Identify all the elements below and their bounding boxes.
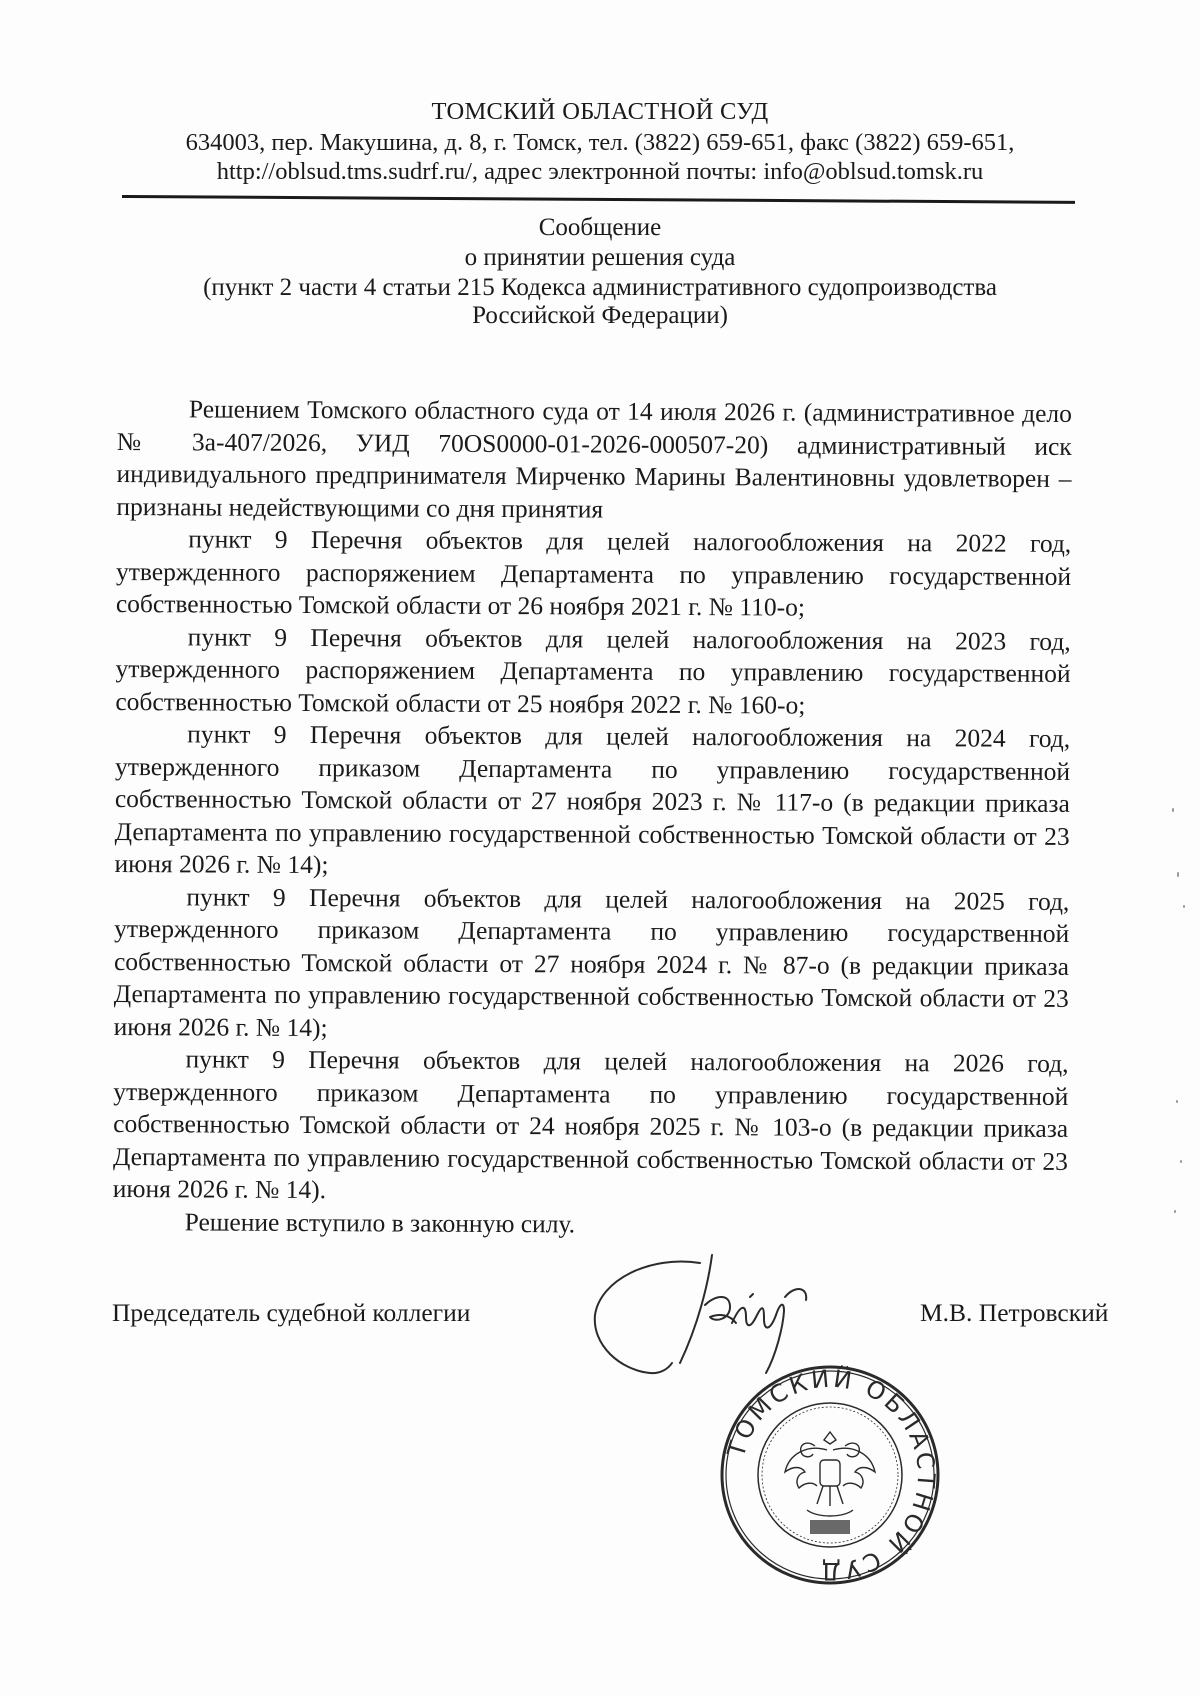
court-name: ТОМСКИЙ ОБЛАСТНОЙ СУД [431, 98, 769, 125]
list-item: пункт 9 Перечня объектов для целей налогообложения на 2026 год, утвержденного приказом Департамента по управлению государственной собственностью Томской области от 24 ноября 2025 г. № 103-о (в редакции приказа Департамента по управлению государственной собственностью Томской области от 23 июня 2026 г. № 14). [112, 1044, 1069, 1205]
document-subtitle: о принятии решения суда [464, 244, 736, 271]
list-item: пункт 9 Перечня объектов для целей налогообложения на 2025 год, утвержденного приказом Департамента по управлению государственной собственностью Томской области от 27 ноября 2024 г. № 87-о (в редакции приказа Департамента по управлению государственной собственностью Томской области от 23 июня 2026 г. № 14); [113, 881, 1070, 1042]
list-item: пункт 9 Перечня объектов для целей налогообложения на 2024 год, утвержденного приказом Департамента по управлению государственной собственностью Томской области от 27 ноября 2023 г. № 117-о (в редакции приказа Департамента по управлению государственной собственностью Томской области от 23 июня 2026 г. № 14); [114, 719, 1071, 880]
scan-speck [1177, 872, 1179, 877]
list-item: пункт 9 Перечня объектов для целей налогообложения на 2022 год, утвержденного распоряжением Департамента по управлению государственной собственностью Томской области от 26 ноября 2021 г. № 110-о; [115, 524, 1072, 622]
scan-speck [1172, 808, 1174, 812]
eagle-emblem-icon [785, 1432, 875, 1516]
document-title: Сообщение [538, 214, 662, 241]
list-item: пункт 9 Перечня объектов для целей налогообложения на 2023 год, утвержденного распоряжением Департамента по управлению государственной собственностью Томской области от 25 ноября 2022 г. № 160-о; [115, 621, 1071, 720]
signatory-name: М.В. Петровский [920, 1298, 1109, 1327]
scan-speck [1176, 1100, 1178, 1103]
signatory-position: Председатель судебной коллегии [112, 1298, 471, 1327]
legal-reference-line1: (пункт 2 части 4 статьи 215 Кодекса административного судопроизводства [203, 274, 997, 301]
official-seal [715, 1360, 945, 1590]
scan-speck [1174, 1210, 1176, 1213]
document-body [113, 393, 1072, 1243]
court-address: 634003, пер. Макушина, д. 8, г. Томск, тел. (3822) 659-651, факс (3822) 659-651, [185, 129, 1015, 156]
scan-speck [1180, 1160, 1182, 1163]
header-divider [122, 195, 1075, 204]
legal-reference-line2: Российской Федерации) [472, 302, 728, 329]
svg-text:ТОМСКИЙ ОБЛАСТНОЙ СУД: ТОМСКИЙ ОБЛАСТНОЙ СУД [722, 1364, 941, 1586]
scan-speck [1183, 905, 1185, 908]
court-web-email: http://oblsud.tms.sudrf.ru/, адрес электронной почты: info@oblsud.tomsk.ru [216, 158, 984, 185]
decision-intro: Решением Томского областного суда от 14 июля 2026 г. (административное дело № 3а-407/2026, УИД 70OS0000-01-2026-000507-20) административный иск индивидуального предпринимателя Мирченко Марины Валентиновны удовлетворен – признаны недействующими со дня принятия [116, 394, 1072, 524]
legal-force-statement: Решение вступило в законную силу. [184, 1206, 576, 1238]
